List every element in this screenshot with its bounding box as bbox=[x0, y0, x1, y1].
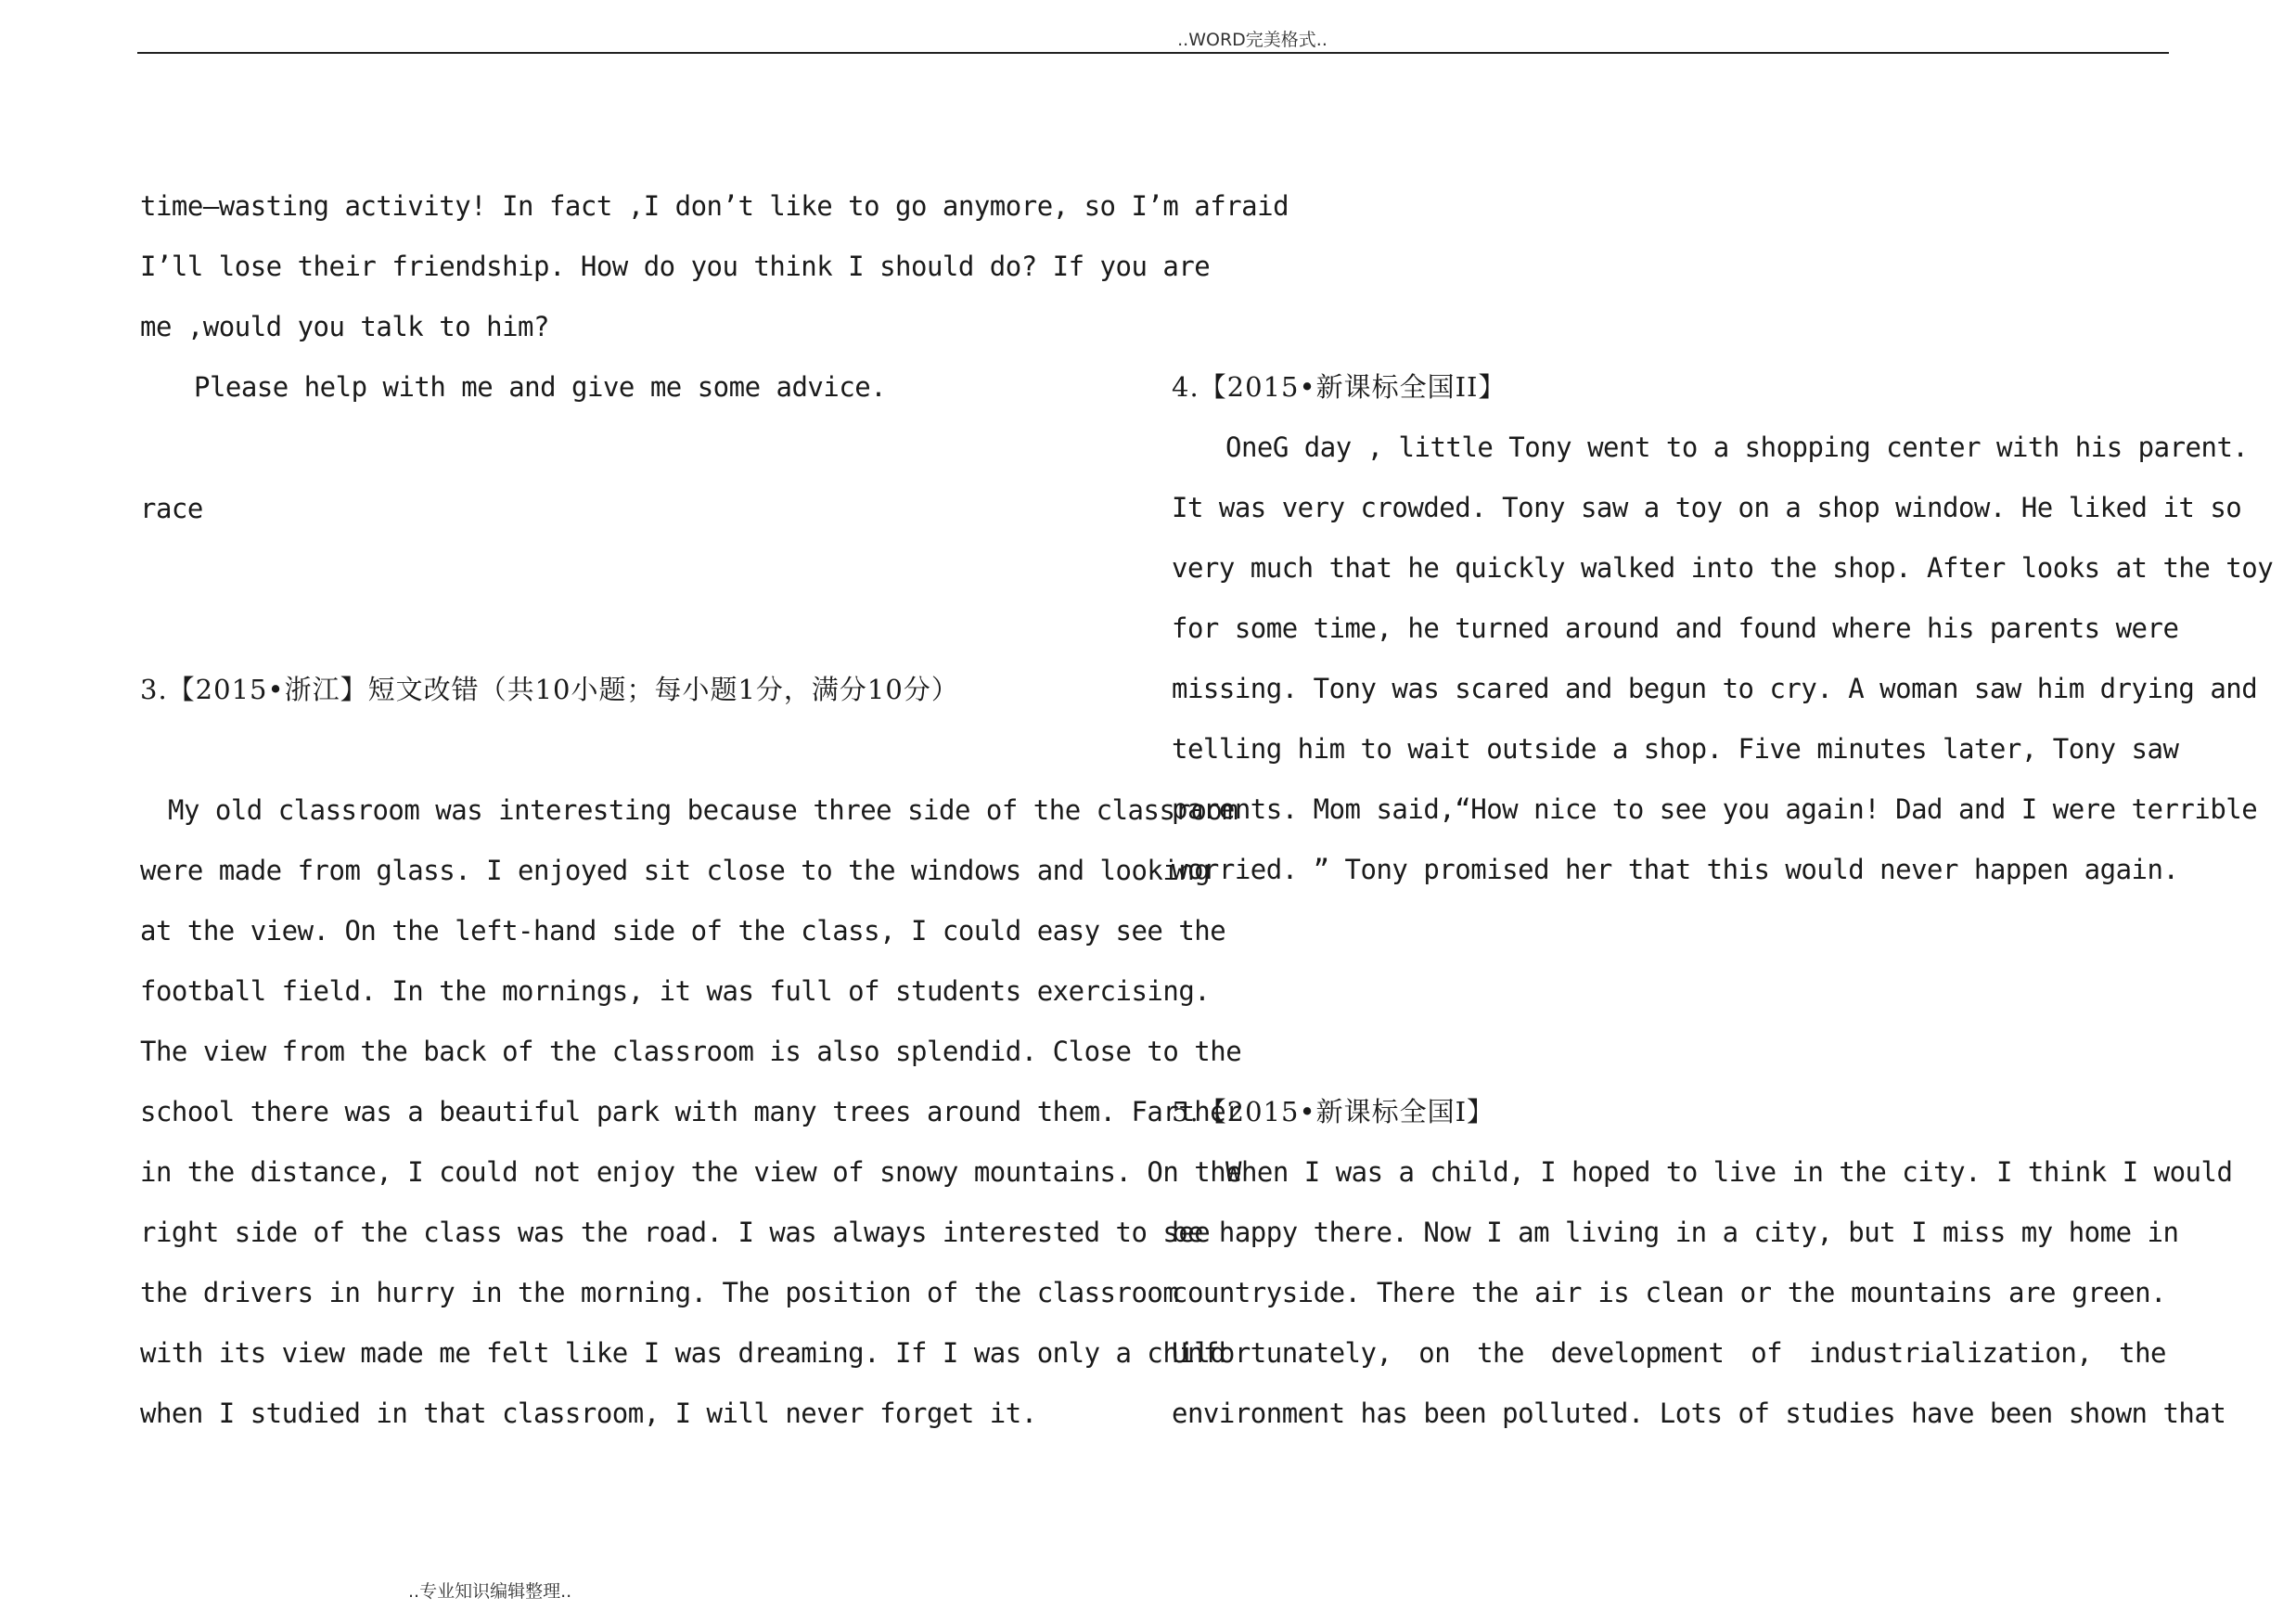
question-3-heading: 3.【2015•浙江】短文改错（共10小题；每小题1分，满分10分） bbox=[140, 674, 959, 705]
question-5-heading: 5.【2015•新课标全国I】 bbox=[1172, 1096, 1495, 1127]
text-line: telling him to wait outside a shop. Five minutes later, Tony saw bbox=[1172, 733, 2179, 765]
text-line: Please help with me and give me some advice. bbox=[194, 371, 887, 403]
text-line: with its view made me felt like I was dreaming. If I was only a child bbox=[140, 1337, 1226, 1369]
text-line: It was very crowded. Tony saw a toy on a shop window. He liked it so bbox=[1172, 492, 2242, 523]
text-line: My old classroom was interesting because three side of the classroom bbox=[168, 794, 1238, 826]
question-4-heading: 4.【2015•新课标全国II】 bbox=[1172, 371, 1507, 403]
text-line: me ,would you talk to him? bbox=[140, 311, 549, 342]
text-line: when I studied in that classroom, I will never forget it. bbox=[140, 1398, 1037, 1429]
text-line: missing. Tony was scared and begun to cry. A woman saw him drying and bbox=[1172, 673, 2258, 704]
text-line: The view from the back of the classroom is also splendid. Close to the bbox=[140, 1036, 1242, 1067]
text-line: very much that he quickly walked into the shop. After looks at the toy bbox=[1172, 552, 2274, 584]
text-line: the drivers in hurry in the morning. The position of the classroom bbox=[140, 1277, 1179, 1308]
text-line: parents. Mom said,“How nice to see you again! Dad and I were terrible bbox=[1172, 793, 2258, 825]
text-line: school there was a beautiful park with many trees around them. Farther bbox=[140, 1096, 1242, 1127]
text-line: countryside. There the air is clean or the mountains are green. bbox=[1172, 1277, 2166, 1308]
text-line: When I was a child, I hoped to live in the city. I think I would bbox=[1225, 1156, 2233, 1188]
header-rule bbox=[137, 52, 2169, 54]
text-line: race bbox=[140, 493, 203, 524]
text-line: worried. ” Tony promised her that this would never happen again. bbox=[1172, 854, 2179, 885]
text-line: be happy there. Now I am living in a city, but I miss my home in bbox=[1172, 1217, 2179, 1248]
text-line: I’ll lose their friendship. How do you think I should do? If you are bbox=[140, 251, 1211, 282]
text-line: Unfortunately, on the development of industrialization, the bbox=[1172, 1337, 2166, 1369]
text-line: OneG day , little Tony went to a shopping center with his parent. bbox=[1225, 432, 2249, 463]
text-line: were made from glass. I enjoyed sit close to the windows and looking bbox=[140, 855, 1211, 886]
page-header: ..WORD完美格式.. bbox=[1177, 30, 1328, 50]
text-line: right side of the class was the road. I was always interested to see bbox=[140, 1217, 1211, 1248]
text-line: for some time, he turned around and found where his parents were bbox=[1172, 612, 2179, 644]
text-line: environment has been polluted. Lots of studies have been shown that bbox=[1172, 1398, 2226, 1429]
text-line: at the view. On the left-hand side of the class, I could easy see the bbox=[140, 915, 1226, 947]
text-line: time—wasting activity! In fact ,I don’t like to go anymore, so I’m afraid bbox=[140, 190, 1289, 222]
text-line: football field. In the mornings, it was full of students exercising. bbox=[140, 975, 1211, 1007]
page-footer: ..专业知识编辑整理.. bbox=[408, 1581, 572, 1602]
text-line: in the distance, I could not enjoy the view of snowy mountains. On the bbox=[140, 1156, 1242, 1188]
